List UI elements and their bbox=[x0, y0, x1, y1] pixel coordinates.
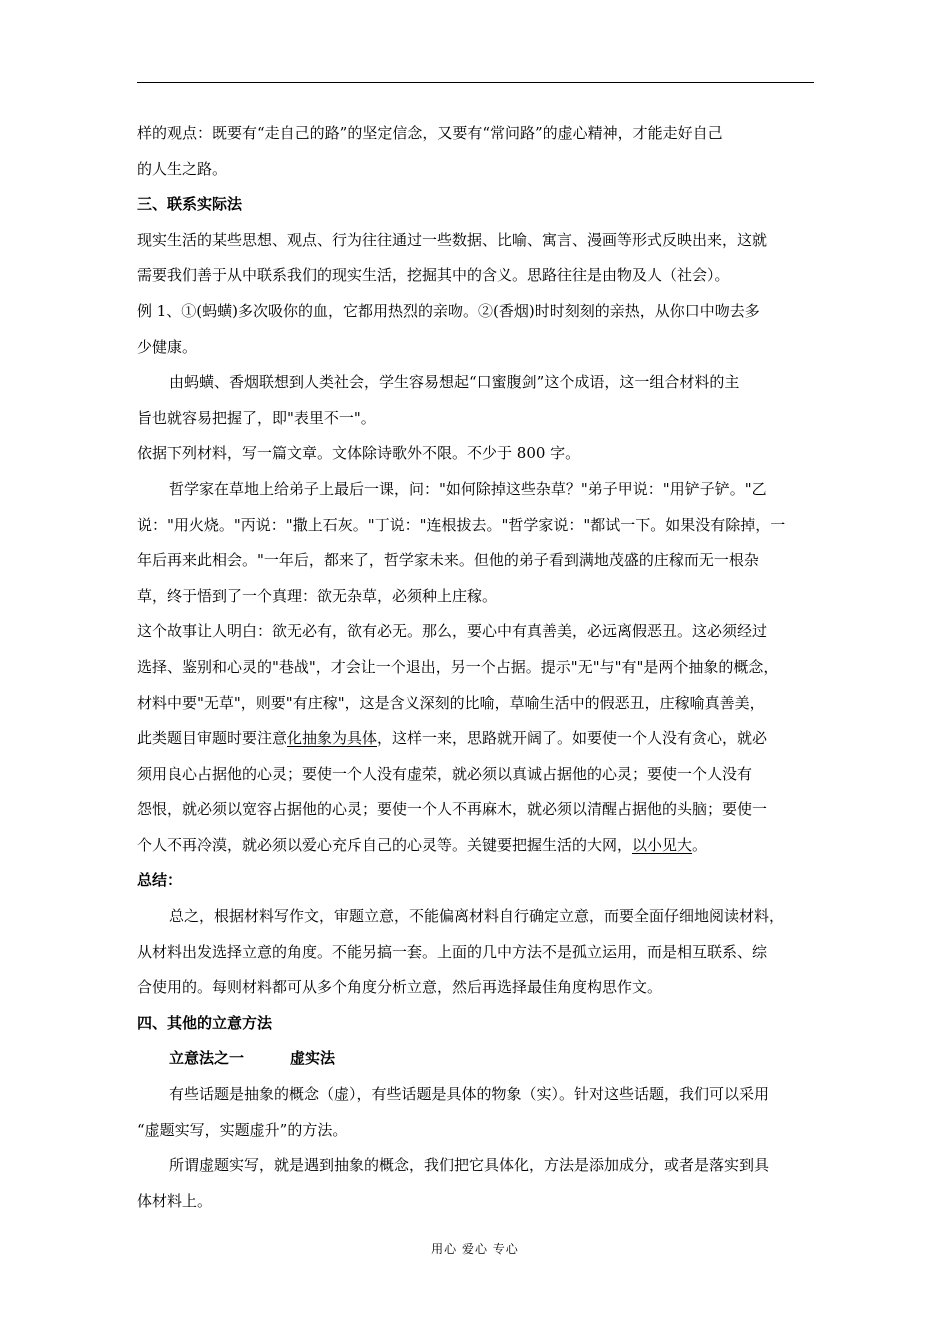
text-segment: 此类题目审题时要注意 bbox=[137, 729, 288, 748]
text-line: 例 1、①(蚂蟥)多次吸你的血，它都用热烈的亲吻。②(香烟)时时刻刻的亲热，从你口中吻去多 bbox=[137, 301, 760, 320]
text-line: 的人生之路。 bbox=[137, 159, 228, 178]
text-line: 年后再来此相会。"一年后，都来了，哲学家未来。但他的弟子看到满地茂盛的庄稼而无一根杂 bbox=[137, 551, 759, 570]
text-line bbox=[137, 721, 814, 757]
text-segment: 个人不再冷漠，就必须以爱心充斥自己的心灵等。关键要把握生活的大网， bbox=[137, 835, 633, 854]
text-line: 依据下列材料，写一篇文章。文体除诗歌外不限。不少于 800 字。 bbox=[137, 444, 581, 463]
subsection-heading bbox=[137, 1041, 814, 1077]
text-line: 说："用火烧。"丙说："撒上石灰。"丁说："连根拔去。"哲学家说："都试一下。如果没有除掉，一 bbox=[137, 515, 786, 534]
text-line: 有些话题是抽象的概念（虚），有些话题是具体的物象（实）。针对这些话题，我们可以采用 bbox=[169, 1085, 770, 1104]
document-body bbox=[137, 116, 814, 1219]
text-line: “虚题实写，实题虚升”的方法。 bbox=[137, 1120, 348, 1139]
text-segment: ，这样一来，思路就开阔了。如要使一个人没有贪心，就必 bbox=[377, 729, 768, 748]
text-line: 样的观点：既要有“走自己的路”的坚定信念，又要有“常问路”的虚心精神，才能走好自己 bbox=[137, 124, 723, 142]
text-segment: 。 bbox=[692, 835, 708, 854]
section-heading: 四、其他的立意方法 bbox=[137, 1013, 273, 1032]
text-line: 这个故事让人明白：欲无必有，欲有必无。那么，要心中有真善美，必远离假恶丑。这必须经过 bbox=[137, 622, 768, 641]
text-line: 少健康。 bbox=[137, 337, 198, 356]
underlined-phrase: 以小见大 bbox=[632, 835, 693, 854]
text-line: 需要我们善于从中联系我们的现实生活，挖掘其中的含义。思路往往是由物及人（社会）。 bbox=[137, 266, 730, 285]
text-line: 由蚂蟥、香烟联想到人类社会，学生容易想起“口蜜腹剑”这个成语，这一组合材料的主 bbox=[169, 373, 740, 392]
text-line: 哲学家在草地上给弟子上最后一课，问："如何除掉这些杂草？"弟子甲说："用铲子铲。"乙 bbox=[169, 479, 767, 498]
text-line: 须用良心占据他的心灵；要使一个人没有虚荣，就必须以真诚占据他的心灵；要使一个人没有 bbox=[137, 764, 753, 783]
section-heading: 三、联系实际法 bbox=[137, 195, 243, 214]
underlined-phrase: 化抽象为具体 bbox=[287, 729, 378, 748]
text-line: 从材料出发选择立意的角度。不能另搞一套。上面的几中方法不是孤立运用，而是相互联系、综 bbox=[137, 942, 768, 961]
subsection-label: 立意法之一 bbox=[169, 1049, 245, 1068]
text-line: 合使用的。每则材料都可从多个角度分析立意，然后再选择最佳角度构思作文。 bbox=[137, 978, 663, 997]
text-line: 所谓虚题实写，就是遇到抽象的概念，我们把它具体化，方法是添加成分，或者是落实到具 bbox=[169, 1156, 770, 1175]
text-line: 怨恨，就必须以宽容占据他的心灵；要使一个人不再麻木，就必须以清醒占据他的头脑；要使一 bbox=[137, 800, 768, 819]
page-footer: 用心 爱心 专心 bbox=[431, 1242, 519, 1256]
text-line: 选择、鉴别和心灵的"巷战"，才会让一个退出，另一个占据。提示"无"与"有"是两个抽象的概念， bbox=[137, 657, 779, 676]
text-line: 草，终于悟到了一个真理：欲无杂草，必须种上庄稼。 bbox=[137, 586, 498, 605]
text-line: 材料中要"无草"，则要"有庄稼"，这是含义深刻的比喻，草喻生活中的假恶丑，庄稼喻真善美， bbox=[137, 693, 765, 712]
subsection-title: 虚实法 bbox=[290, 1049, 336, 1068]
text-line: 体材料上。 bbox=[137, 1191, 213, 1210]
summary-heading: 总结： bbox=[137, 871, 183, 890]
text-line bbox=[137, 828, 814, 864]
text-line: 旨也就容易把握了，即"表里不一"。 bbox=[137, 408, 376, 427]
text-line: 现实生活的某些思想、观点、行为往往通过一些数据、比喻、寓言、漫画等形式反映出来，这就 bbox=[137, 230, 768, 249]
header-rule bbox=[137, 82, 814, 83]
text-line: 总之，根据材料写作文，审题立意，不能偏离材料自行确定立意，而要全面仔细地阅读材料， bbox=[169, 907, 785, 926]
